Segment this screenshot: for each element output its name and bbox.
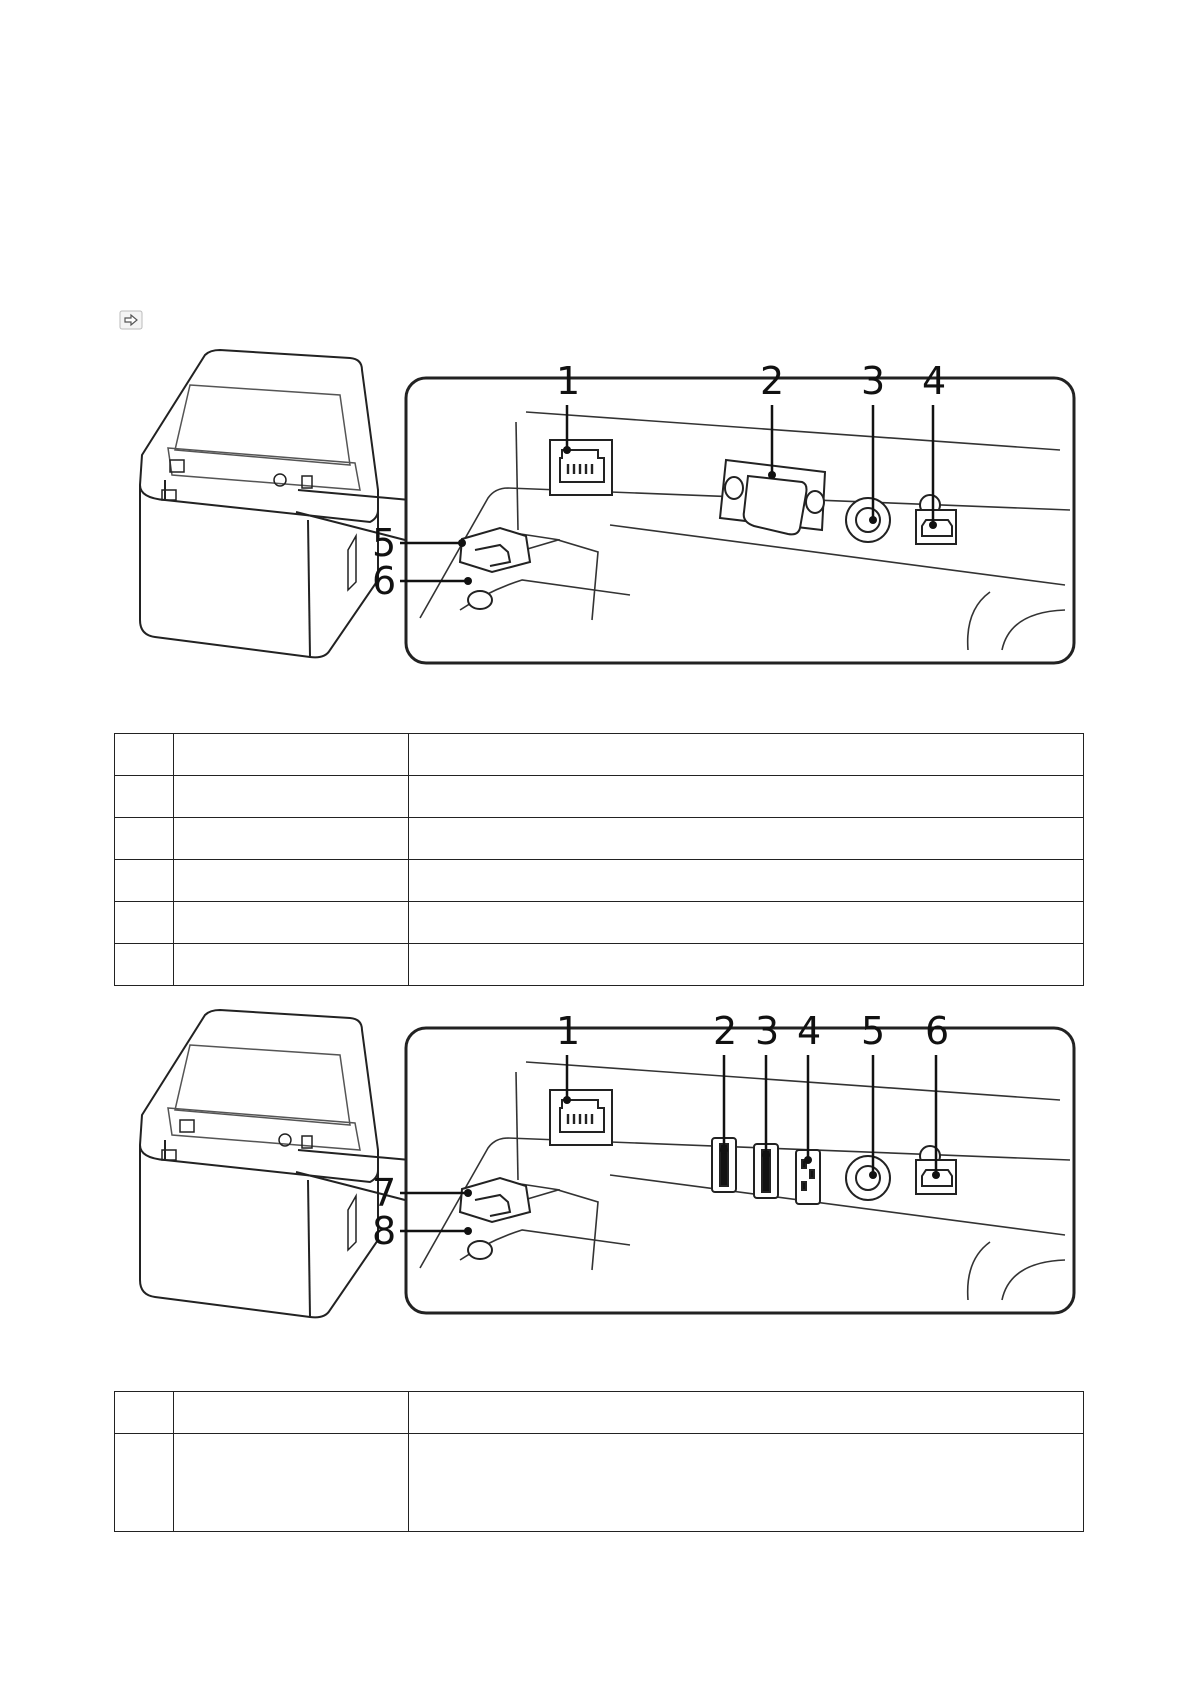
- table-cell: [174, 860, 409, 902]
- table-cell: [115, 734, 174, 776]
- table-cell: [115, 776, 174, 818]
- callout-6: 6: [925, 1009, 950, 1053]
- table-cell: [115, 1392, 174, 1434]
- callout-7: 7: [372, 1171, 397, 1215]
- table-cell: [174, 902, 409, 944]
- table-cell: [409, 902, 1084, 944]
- callout-6: 6: [372, 559, 397, 603]
- table-row: [115, 734, 1084, 776]
- zoom-detail-box: [406, 1028, 1074, 1313]
- led-indicator: [468, 1241, 492, 1259]
- table-cell: [174, 734, 409, 776]
- table-cell: [115, 860, 174, 902]
- table-cell: [174, 1392, 409, 1434]
- callout-2: 2: [713, 1009, 738, 1053]
- table-cell: [174, 1434, 409, 1532]
- table-row: [115, 818, 1084, 860]
- table-row: [115, 944, 1084, 986]
- table-row: [115, 860, 1084, 902]
- printer-connectors-figure-2: [130, 1010, 1080, 1330]
- table-row: [115, 1434, 1084, 1532]
- ethernet-port: [550, 1090, 612, 1145]
- table-cell: [409, 1434, 1084, 1532]
- callout-5: 5: [861, 1009, 886, 1053]
- table-cell: [409, 776, 1084, 818]
- callout-4: 4: [797, 1009, 822, 1053]
- table-cell: [115, 902, 174, 944]
- arrow-right-icon[interactable]: [119, 310, 143, 330]
- connector-table-1: [114, 733, 1084, 986]
- table-row: [115, 902, 1084, 944]
- table-cell: [174, 776, 409, 818]
- table-row: [115, 776, 1084, 818]
- table-cell: [409, 944, 1084, 986]
- table-cell: [115, 1434, 174, 1532]
- callout-3: 3: [755, 1009, 780, 1053]
- led-indicator: [468, 591, 492, 609]
- table-cell: [174, 818, 409, 860]
- callout-2: 2: [760, 359, 785, 403]
- callout-1: 1: [556, 359, 581, 403]
- drawer-kick-connector: [846, 1156, 890, 1200]
- drawer-kick-connector: [846, 498, 890, 542]
- table-cell: [409, 860, 1084, 902]
- table-cell: [409, 818, 1084, 860]
- callout-8: 8: [372, 1209, 397, 1253]
- table-row: [115, 1392, 1084, 1434]
- printer-connectors-figure-1: [130, 350, 1080, 670]
- callout-3: 3: [861, 359, 886, 403]
- table-cell: [409, 1392, 1084, 1434]
- table-cell: [115, 818, 174, 860]
- table-cell: [115, 944, 174, 986]
- callout-1: 1: [556, 1009, 581, 1053]
- table-cell: [409, 734, 1084, 776]
- connector-table-2: [114, 1391, 1084, 1532]
- callout-5: 5: [372, 521, 397, 565]
- table-cell: [174, 944, 409, 986]
- callout-4: 4: [922, 359, 947, 403]
- ethernet-port: [550, 440, 612, 495]
